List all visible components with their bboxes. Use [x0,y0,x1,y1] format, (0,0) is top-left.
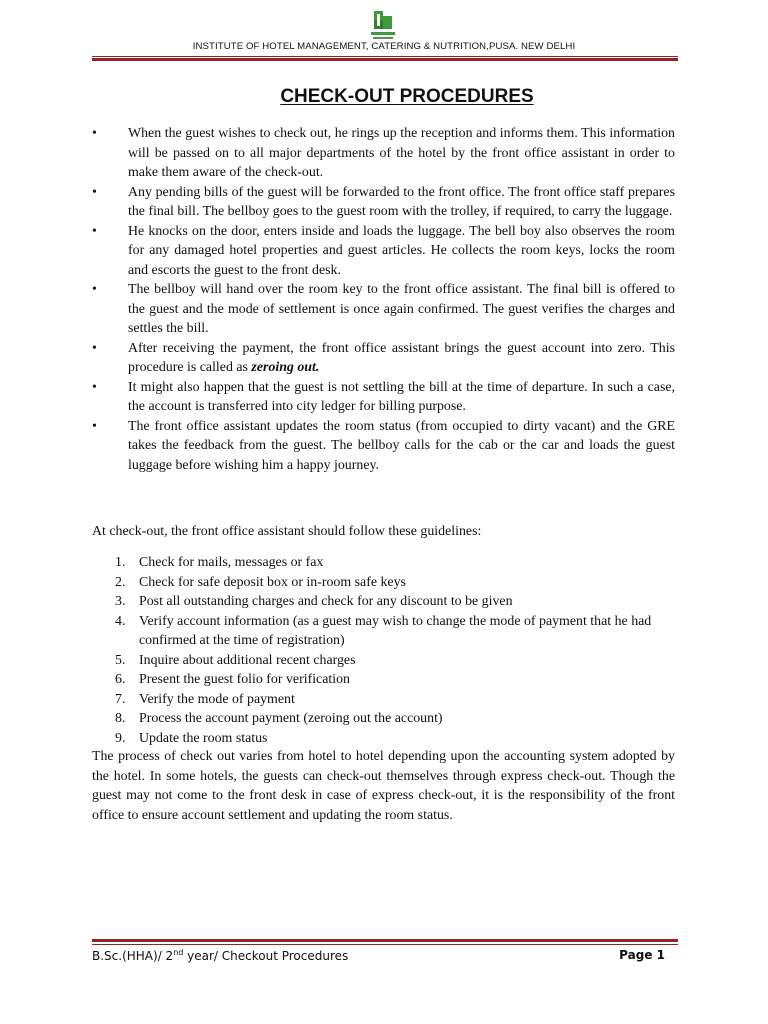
guideline-item [92,670,675,690]
guideline-item [92,573,675,593]
guideline-number: 8. [115,711,126,726]
guideline-item [92,729,675,749]
guideline-text: Verify account information (as a guest may wish to change the mode of payment that he had confirmed at the time of registration) [139,613,652,648]
guideline-text: Present the guest folio for verification [139,672,350,687]
bullet-marker: • [92,418,97,434]
page-title: CHECK-OUT PROCEDURES [280,86,534,107]
bullet-marker: • [92,223,97,239]
guideline-text: Post all outstanding charges and check for any discount to be given [139,594,513,609]
bullet-text: The bellboy will hand over the room key to the front office assistant. The final bill is offered to the guest and the mode of settlement is once again confirmed. The guest verifies the charges and settles the bill. [128,282,675,336]
guideline-text: Verify the mode of payment [139,691,295,707]
guideline-item [92,612,675,651]
bullet-item [92,280,675,339]
guidelines-intro: At check-out, the front office assistant should follow these guidelines: [92,524,482,539]
bullet-text: It might also happen that the guest is not settling the bill at the time of departure. In such a case, the account is transferred into city ledger for billing purpose. [128,379,675,414]
bullet-item [92,378,675,417]
guideline-item [92,592,675,612]
bullet-marker: • [92,184,97,200]
header-rule-thick [92,58,678,61]
bullet-text: Any pending bills of the guest will be forwarded to the front office. The front office staff prepares the final bill. The bellboy goes to the guest room with the trolley, if required, to carry the luggage. [128,184,675,219]
guideline-item [92,651,675,671]
bullet-text: The front office assistant updates the room status (from occupied to dirty vacant) and the GRE takes the feedback from the guest. The bellboy calls for the cab or the car and loads the guest luggage before wishing him a happy journey. [128,418,675,473]
page-number: Page 1 [619,948,665,962]
guideline-item [92,553,675,573]
guideline-number: 5. [115,652,126,668]
institute-logo-icon [370,10,396,44]
bullet-marker: • [92,126,97,141]
guideline-text: Check for safe deposit box or in-room safe keys [139,574,406,590]
bullet-item [92,339,675,378]
guideline-number: 3. [115,594,126,609]
guideline-number: 9. [115,730,126,746]
bullet-text: After receiving the payment, the front office assistant brings the guest account into zero. This procedure is called as [128,340,675,375]
footer-rule-thick [92,939,678,942]
closing-paragraph: The process of check out varies from hotel to hotel depending upon the accounting system adopted by the hotel. In some hotels, the guests can check-out themselves through express check-out. Though the guest may not come to the front desk in case of express check-out, it is the responsibility of the front office to ensure account settlement and updating the room status. [92,749,675,823]
guideline-item [92,709,675,729]
institute-header: INSTITUTE OF HOTEL MANAGEMENT, CATERING & NUTRITION,PUSA. NEW DELHI [192,41,576,52]
bullet-marker: • [92,340,97,356]
guideline-text: Process the account payment (zeroing out the account) [139,711,443,726]
footer-rule-thin [92,944,678,945]
zeroing-out-emphasis: zeroing out. [251,360,320,375]
bullet-marker: • [92,282,97,297]
guideline-text: Check for mails, messages or fax [139,555,324,570]
guideline-text: Inquire about additional recent charges [139,652,356,668]
bullet-text: He knocks on the door, enters inside and loads the luggage. The bell boy also observes the room for any damaged hotel properties and guest articles. He collects the room keys, locks the room and escorts the guest to the front desk. [128,223,675,278]
footer-course-info: B.Sc.(HHA)/ 2nd year/ Checkout Procedures [92,948,349,963]
bullet-item [92,222,675,281]
bullet-item [92,124,675,183]
guideline-number: 7. [115,691,126,707]
bullet-text: When the guest wishes to check out, he rings up the reception and informs them. This information will be passed on to all major departments of the hotel by the front office assistant in order to make them aware of the check-out. [128,126,675,180]
guideline-text: Update the room status [139,730,268,746]
guideline-number: 6. [115,672,126,687]
guideline-number: 4. [115,613,126,629]
guidelines-list [92,553,675,748]
bullet-marker: • [92,379,97,395]
bullet-item [92,417,675,476]
procedure-bullet-list [92,124,675,475]
guideline-number: 1. [115,555,126,570]
guideline-number: 2. [115,574,126,590]
header-rule-thin [92,56,678,57]
bullet-item [92,183,675,222]
guideline-item [92,690,675,710]
